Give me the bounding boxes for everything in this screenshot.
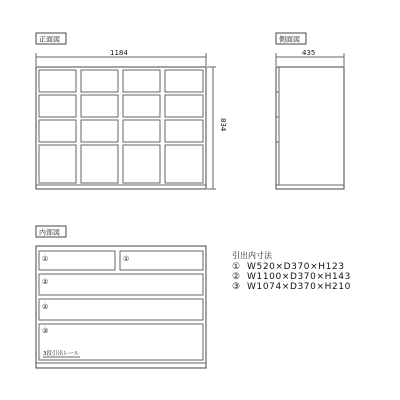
front-drawer-tall: [39, 145, 76, 183]
front-drawer: [165, 120, 203, 142]
front-view: [36, 33, 227, 189]
front-drawer: [123, 70, 160, 92]
interior-title: 内部図: [39, 228, 60, 237]
interior-drawer-mark: ③: [42, 327, 49, 335]
front-drawer: [39, 120, 76, 142]
front-drawer-tall: [81, 145, 118, 183]
front-drawer: [39, 95, 76, 117]
spec-text: W1100×D370×H143: [247, 272, 351, 282]
spec-mark: ②: [232, 272, 241, 282]
spec-text: W520×D370×H123: [247, 262, 345, 272]
side-cabinet-outline: [276, 67, 344, 189]
interior-drawer-mark: ②: [42, 278, 49, 286]
interior-cabinet-outline: [36, 246, 206, 368]
side-view: [276, 33, 344, 189]
spec-mark: ①: [232, 262, 241, 272]
front-drawer: [81, 95, 118, 117]
front-drawer-tall: [165, 145, 203, 183]
drawer-specs: [232, 250, 351, 292]
front-drawer-tall: [123, 145, 160, 183]
front-height-label: 834: [219, 118, 227, 132]
interior-drawer-2: [39, 299, 203, 320]
rail-note: 3段引出レール: [43, 351, 80, 357]
interior-drawer-mark: ①: [123, 255, 130, 263]
interior-drawer-2: [39, 274, 203, 295]
front-drawer: [165, 95, 203, 117]
front-drawer: [165, 70, 203, 92]
front-title: 正面図: [39, 35, 60, 44]
front-drawer: [81, 120, 118, 142]
spec-text: W1074×D370×H210: [247, 282, 351, 292]
interior-view: [36, 226, 206, 368]
side-title: 側面図: [279, 35, 300, 44]
front-drawer: [123, 120, 160, 142]
interior-drawer-1: [120, 251, 203, 270]
front-drawer: [123, 95, 160, 117]
interior-drawer-1: [39, 251, 115, 270]
front-width-label: 1184: [110, 49, 128, 57]
front-drawer: [81, 70, 118, 92]
side-depth-label: 435: [302, 49, 316, 57]
front-cabinet-outline: [36, 67, 206, 189]
specs-title: 引出内寸法: [232, 251, 272, 260]
spec-mark: ③: [232, 282, 241, 292]
front-drawer: [39, 70, 76, 92]
interior-drawer-mark: ①: [42, 255, 49, 263]
interior-drawer-mark: ②: [42, 303, 49, 311]
